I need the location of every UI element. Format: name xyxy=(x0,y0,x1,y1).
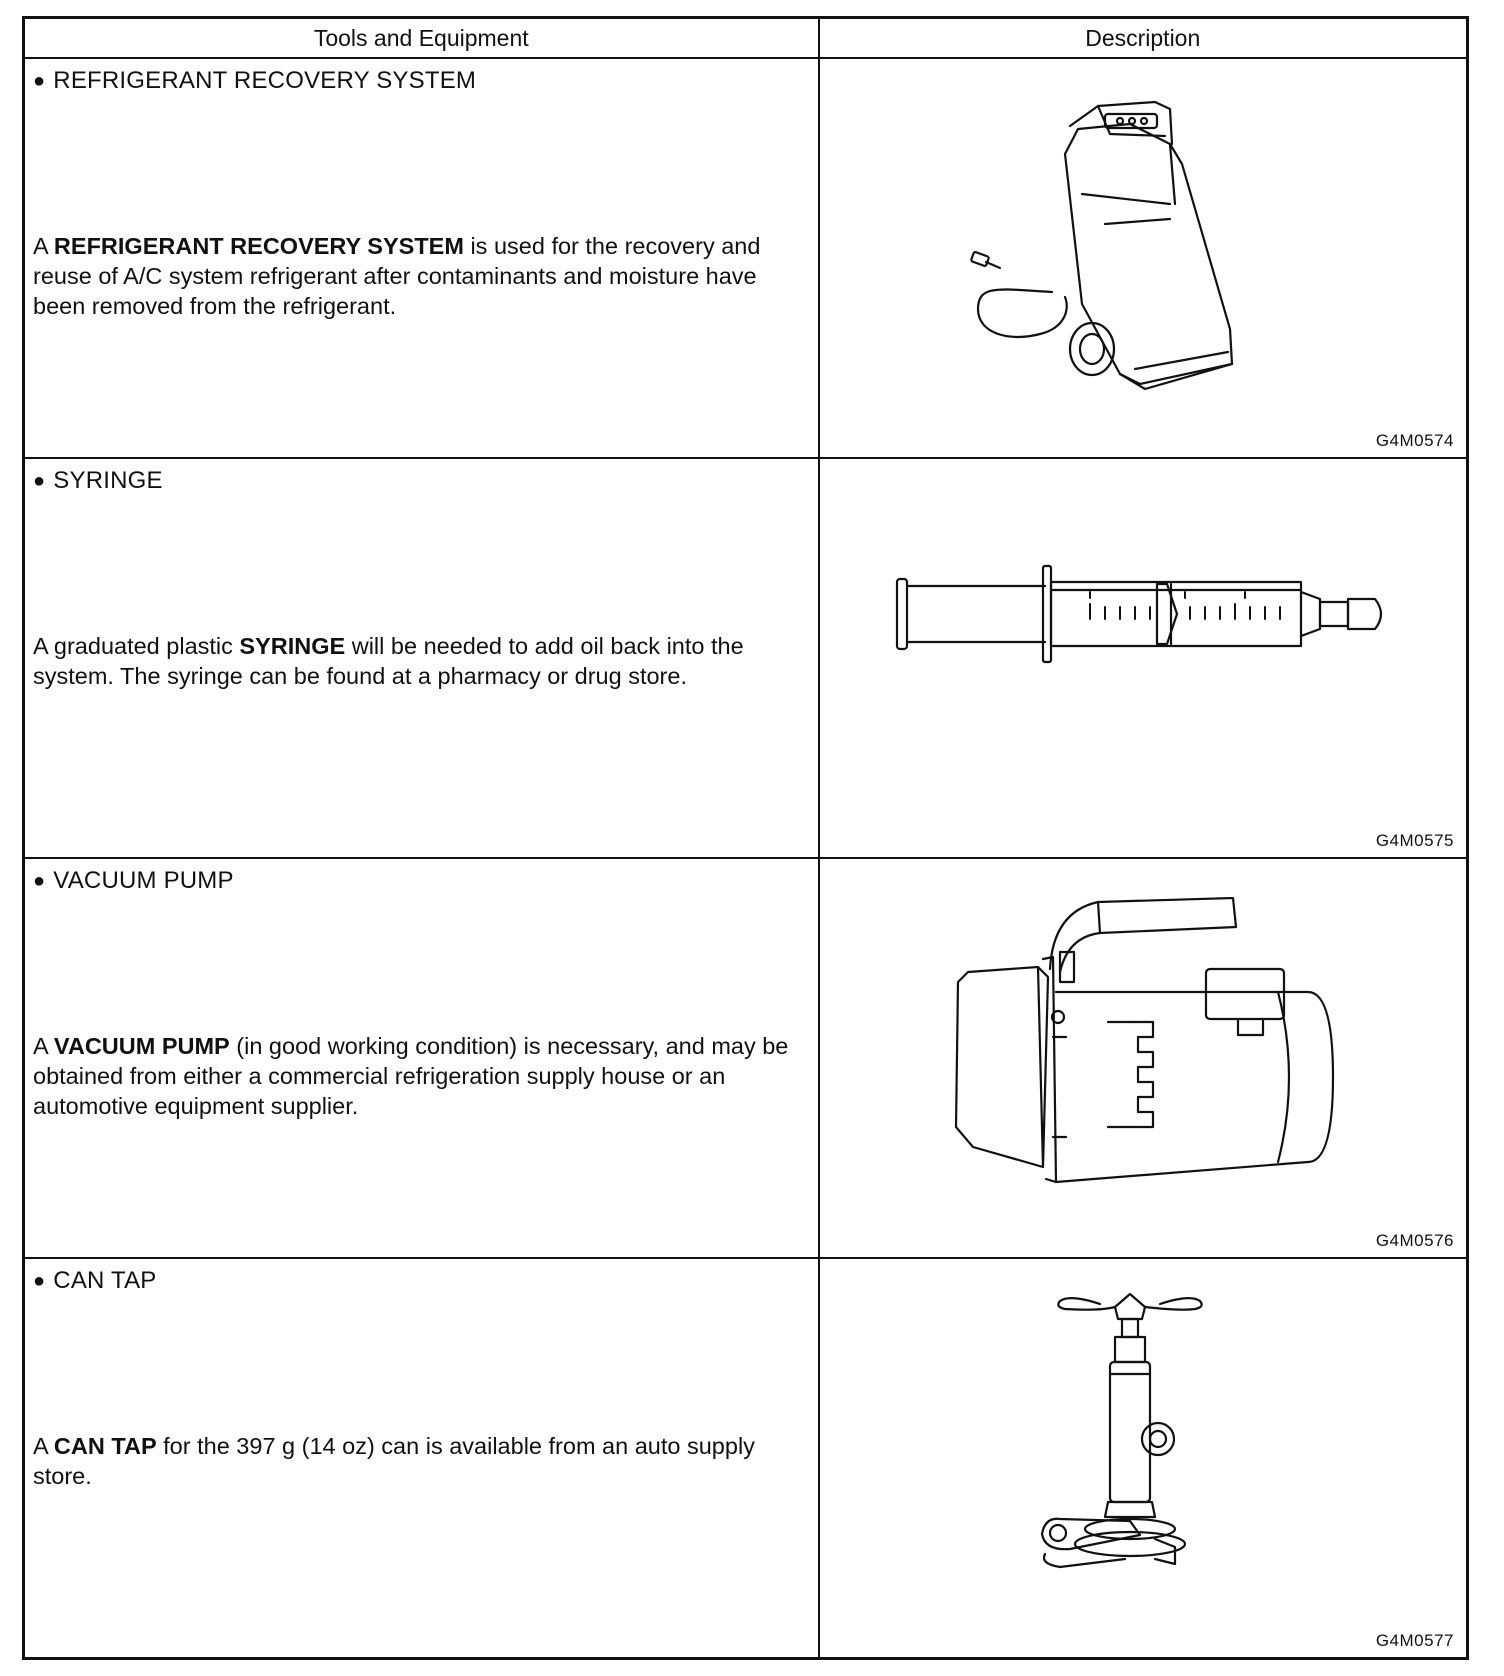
tool-cell xyxy=(24,858,819,1258)
recovery-machine-icon xyxy=(970,84,1290,414)
figure-code: G4M0574 xyxy=(1375,431,1454,451)
header-description: Description xyxy=(819,18,1468,59)
figure-code: G4M0575 xyxy=(1375,831,1454,851)
tool-description: A REFRIGERANT RECOVERY SYSTEM is used for the recovery and reuse of A/C system refrigerant after contaminants and moisture have been removed from the refrigerant. xyxy=(33,233,761,319)
header-row xyxy=(24,18,1468,59)
figure-cell xyxy=(819,858,1468,1258)
figure-code: G4M0576 xyxy=(1375,1231,1454,1251)
table-row xyxy=(24,458,1468,858)
tool-name: ● REFRIGERANT RECOVERY SYSTEM xyxy=(33,67,477,94)
bullet-icon: ● xyxy=(33,470,46,493)
tools-table xyxy=(22,16,1469,1660)
tool-description: A CAN TAP for the 397 g (14 oz) can is available from an auto supply store. xyxy=(33,1433,755,1490)
table-row xyxy=(24,1258,1468,1658)
vacuum-pump-icon xyxy=(948,897,1348,1197)
tool-cell xyxy=(24,58,819,458)
can-tap-icon xyxy=(1030,1289,1230,1599)
figure-code: G4M0577 xyxy=(1375,1631,1454,1650)
tool-cell xyxy=(24,458,819,858)
figure-cell xyxy=(819,58,1468,458)
syringe-icon xyxy=(895,564,1395,664)
tool-cell xyxy=(24,1258,819,1658)
tool-name: ● VACUUM PUMP xyxy=(33,867,234,895)
tool-name: ● SYRINGE xyxy=(33,467,163,495)
figure-cell xyxy=(819,458,1468,858)
bullet-icon: ● xyxy=(33,870,46,893)
bullet-icon: ● xyxy=(33,1270,46,1293)
table-row xyxy=(24,858,1468,1258)
figure-cell xyxy=(819,1258,1468,1658)
header-tools-equipment: Tools and Equipment xyxy=(24,18,819,59)
tool-description: A graduated plastic SYRINGE will be needed to add oil back into the system. The syringe can be found at a pharmacy or drug store. xyxy=(33,633,744,690)
tool-name: ● CAN TAP xyxy=(33,1267,157,1295)
tool-description: A VACUUM PUMP (in good working condition) is necessary, and may be obtained from either a commercial refrigeration supply house or an automotive equipment supplier. xyxy=(33,1033,789,1120)
bullet-icon: ● xyxy=(33,70,46,92)
table-row xyxy=(24,58,1468,458)
